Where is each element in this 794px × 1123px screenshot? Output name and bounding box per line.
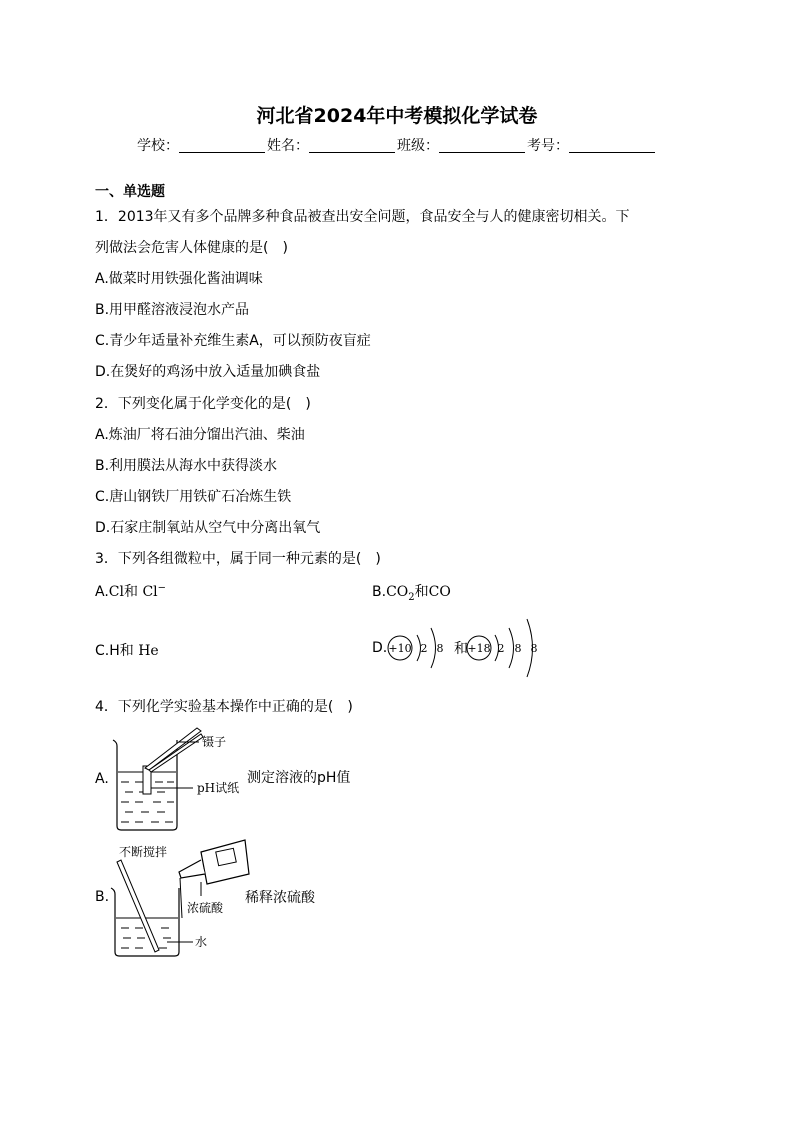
q4-b-caption: 稀释浓硫酸 — [245, 890, 315, 906]
tweezers-arm-1 — [145, 728, 201, 770]
q3-b-subscript: 2 — [408, 591, 415, 603]
q2-option-d: D.石家庄制氧站从空气中分离出氧气 — [95, 520, 321, 536]
q1-option-b: B.用甲醛溶液浸泡水产品 — [95, 302, 250, 318]
q3-a-and: 和 — [123, 584, 138, 600]
q3-c-species2: He — [133, 643, 159, 659]
acid-label: 浓硫酸 — [187, 901, 224, 915]
shell-electrons-1-1: 2 — [420, 642, 428, 655]
q3-a-species1: Cl — [108, 584, 124, 600]
tweezers-arm-2 — [149, 734, 203, 772]
q4-stem: 4．下列化学实验基本操作中正确的是( ) — [95, 699, 353, 715]
q2-option-b: B.利用膜法从海水中获得淡水 — [95, 458, 278, 474]
q3-d-prefix: D. — [372, 640, 388, 656]
water-label: 水 — [195, 935, 208, 949]
number-label: 考号： — [527, 138, 569, 154]
q3-d-and: 和 — [454, 641, 468, 657]
class-blank[interactable] — [439, 138, 525, 153]
q2-option-a: A.炼油厂将石油分馏出汽油、柴油 — [95, 427, 305, 443]
q3-option-a — [95, 581, 166, 601]
stir-label: 不断搅拌 — [119, 845, 168, 859]
name-blank[interactable] — [309, 138, 395, 153]
q3-option-d-diagram — [384, 615, 554, 687]
ph-paper-label: pH试纸 — [197, 781, 240, 795]
shell-electrons-2-1: 2 — [497, 642, 505, 655]
q4-option-a-figure — [105, 722, 365, 834]
q2-stem: 2．下列变化属于化学变化的是( ) — [95, 396, 311, 412]
q3-b-species2: CO — [428, 584, 451, 600]
section-heading: 一、单选题 — [95, 184, 165, 200]
q3-a-prefix: A. — [95, 584, 109, 600]
q3-a-species2: Cl — [142, 584, 158, 600]
school-label: 学校： — [137, 138, 179, 154]
q1-option-d: D.在煲好的鸡汤中放入适量加碘食盐 — [95, 364, 321, 380]
reagent-bottle — [179, 840, 249, 884]
q4-a-caption: 测定溶液的pH值 — [247, 770, 351, 786]
atom-diagram-2 — [467, 619, 538, 677]
q3-option-b — [372, 581, 451, 603]
q1-option-a: A.做菜时用铁强化酱油调味 — [95, 271, 263, 287]
class-label: 班级： — [397, 138, 439, 154]
q4-b-prefix: B. — [95, 889, 110, 905]
bottle-neck — [179, 860, 205, 878]
shell-electrons-1-2: 8 — [436, 642, 444, 655]
shell-electrons-2-2: 8 — [514, 642, 522, 655]
student-info-line — [0, 135, 794, 155]
q3-stem: 3．下列各组微粒中，属于同一种元素的是( ) — [95, 551, 381, 567]
q1-option-c: C.青少年适量补充维生素A，可以预防夜盲症 — [95, 333, 371, 349]
atom-diagram-1 — [388, 628, 444, 668]
shell-arc-1-2 — [431, 628, 436, 668]
q3-b-and: 和 — [414, 584, 429, 600]
q4-option-b-figure — [105, 838, 365, 960]
name-label: 姓名： — [267, 138, 309, 154]
q1-stem-line2: 列做法会危害人体健康的是( ) — [95, 240, 288, 256]
q3-option-c — [95, 640, 159, 660]
acid-stream — [180, 878, 182, 918]
q3-a-charge: − — [157, 582, 167, 594]
shell-arc-2-2 — [509, 628, 514, 668]
page-title: 河北省2024年中考模拟化学试卷 — [256, 105, 538, 127]
tweezers-label: 镊子 — [202, 735, 227, 749]
number-blank[interactable] — [569, 138, 655, 153]
bottle-label — [216, 848, 237, 865]
nucleus-charge-1: +10 — [388, 642, 412, 655]
nucleus-charge-2: +18 — [467, 642, 491, 655]
q3-b-prefix: B. — [372, 584, 387, 600]
shell-electrons-2-3: 8 — [530, 642, 538, 655]
q3-b-species1: CO — [386, 584, 409, 600]
school-blank[interactable] — [179, 138, 265, 153]
q4-a-prefix: A. — [95, 771, 109, 787]
q3-c-and: 和 — [119, 643, 134, 659]
q3-c-prefix: C.H — [95, 643, 120, 659]
q2-option-c: C.唐山钢铁厂用铁矿石冶炼生铁 — [95, 489, 292, 505]
q1-stem-line1: 1．2013年又有多个品牌多种食品被查出安全问题，食品安全与人的健康密切相关。下 — [95, 209, 630, 225]
